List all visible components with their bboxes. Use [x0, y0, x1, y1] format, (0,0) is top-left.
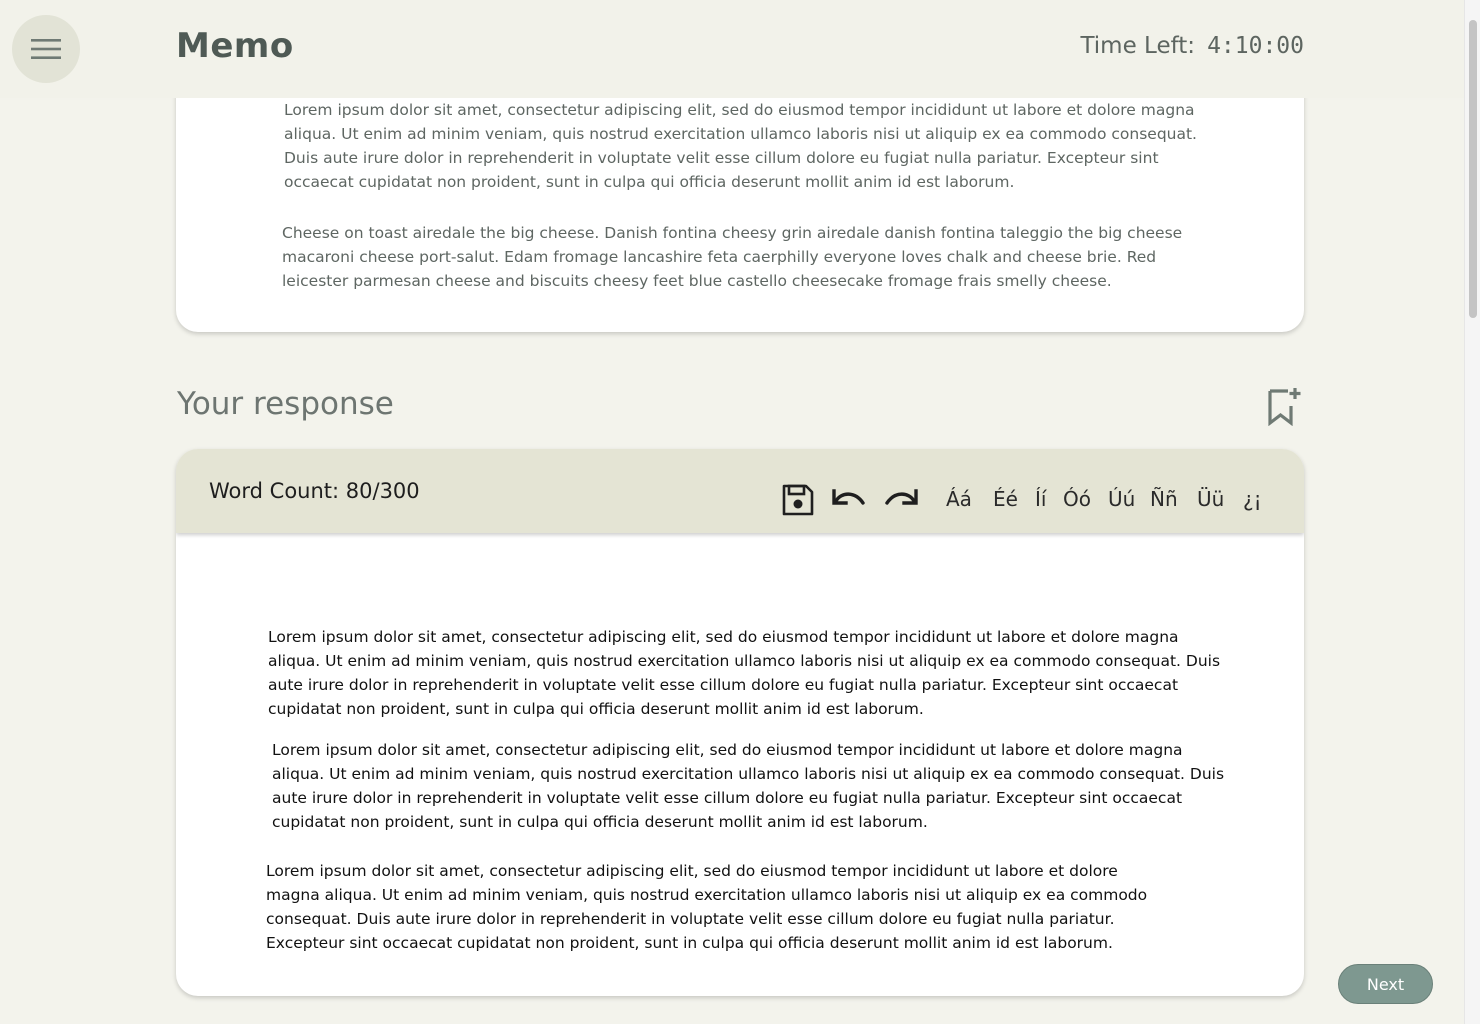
response-paragraph[interactable]: Lorem ipsum dolor sit amet, consectetur adipiscing elit, sed do eiusmod tempor incididunt ut labore et dolore magna aliqua. Ut enim ad minim veniam, quis nostrud exercitation ullamco laboris nisi ut aliquip ex ea commodo consequat. Duis aute irure dolor in reprehenderit in voluptate velit esse cillum dolore eu fugiat nulla pariatur. Excepteur sint occaecat cupidatat non proident, sunt in culpa qui officia deserunt mollit anim id est laborum. — [266, 862, 1148, 952]
insert-u-accent-button[interactable]: Úú — [1108, 487, 1136, 511]
redo-button[interactable] — [883, 483, 919, 517]
time-left-value: 4:10:00 — [1207, 33, 1304, 59]
page-scrollbar[interactable] — [1464, 0, 1480, 1024]
save-icon — [781, 483, 815, 517]
save-button[interactable] — [781, 483, 815, 517]
word-count: Word Count: 80/300 — [209, 479, 420, 503]
insert-inverted-punctuation-button[interactable]: ¿¡ — [1243, 487, 1262, 511]
insert-a-accent-button[interactable]: Áá — [946, 487, 972, 511]
next-button[interactable]: Next — [1338, 964, 1433, 1004]
menu-button[interactable] — [12, 15, 80, 83]
response-editor[interactable] — [176, 449, 1304, 996]
insert-n-tilde-button[interactable]: Ññ — [1150, 487, 1178, 511]
prompt-paragraph: Lorem ipsum dolor sit amet, consectetur adipiscing elit, sed do eiusmod tempor incididunt ut labore et dolore magna aliqua. Ut enim ad minim veniam, quis nostrud exercitation ullamco laboris nisi ut aliquip ex ea commodo consequat. Duis aute irure dolor in reprehenderit in voluptate velit esse cillum dolore eu fugiat nulla pariatur. Excepteur sint occaecat cupidatat non proident, sunt in culpa qui officia deserunt mollit anim id est laborum. — [284, 101, 1197, 191]
insert-i-accent-button[interactable]: Íí — [1035, 487, 1047, 511]
undo-button[interactable] — [831, 483, 867, 517]
prompt-paragraph: Cheese on toast airedale the big cheese. Danish fontina cheesy grin airedale danish fontina taleggio the big cheese macaroni cheese port-salut. Edam fromage lancashire feta caerphilly everyone loves chalk and cheese brie. Red leicester parmesan cheese and biscuits cheesy feet blue castello cheesecake fromage frais smelly cheese. — [282, 224, 1183, 290]
undo-icon — [831, 483, 867, 517]
insert-u-diaeresis-button[interactable]: Üü — [1197, 487, 1225, 511]
section-title: Your response — [177, 386, 394, 422]
app-title: Memo — [176, 26, 294, 66]
redo-icon — [883, 483, 919, 517]
insert-e-accent-button[interactable]: Éé — [993, 487, 1018, 511]
response-paragraph[interactable]: Lorem ipsum dolor sit amet, consectetur adipiscing elit, sed do eiusmod tempor incididunt ut labore et dolore magna aliqua. Ut enim ad minim veniam, quis nostrud exercitation ullamco laboris nisi ut aliquip ex ea commodo consequat. Duis aute irure dolor in reprehenderit in voluptate velit esse cillum dolore eu fugiat nulla pariatur. Excepteur sint occaecat cupidatat non proident, sunt in culpa qui officia deserunt mollit anim id est laborum. — [272, 741, 1225, 831]
app-header — [0, 0, 1464, 98]
bookmark-add-icon — [1264, 386, 1304, 426]
time-left-label: Time Left: — [1080, 33, 1196, 59]
editor-toolbar — [176, 449, 1304, 533]
scrollbar-thumb[interactable] — [1469, 20, 1477, 318]
response-paragraph[interactable]: Lorem ipsum dolor sit amet, consectetur adipiscing elit, sed do eiusmod tempor incididunt ut labore et dolore magna aliqua. Ut enim ad minim veniam, quis nostrud exercitation ullamco laboris nisi ut aliquip ex ea commodo consequat. Duis aute irure dolor in reprehenderit in voluptate velit esse cillum dolore eu fugiat nulla pariatur. Excepteur sint occaecat cupidatat non proident, sunt in culpa qui officia deserunt mollit anim id est laborum. — [268, 628, 1221, 718]
insert-o-accent-button[interactable]: Óó — [1063, 487, 1091, 511]
hamburger-menu-icon — [30, 37, 62, 61]
bookmark-add-button[interactable] — [1264, 386, 1304, 426]
time-left — [1080, 33, 1304, 59]
